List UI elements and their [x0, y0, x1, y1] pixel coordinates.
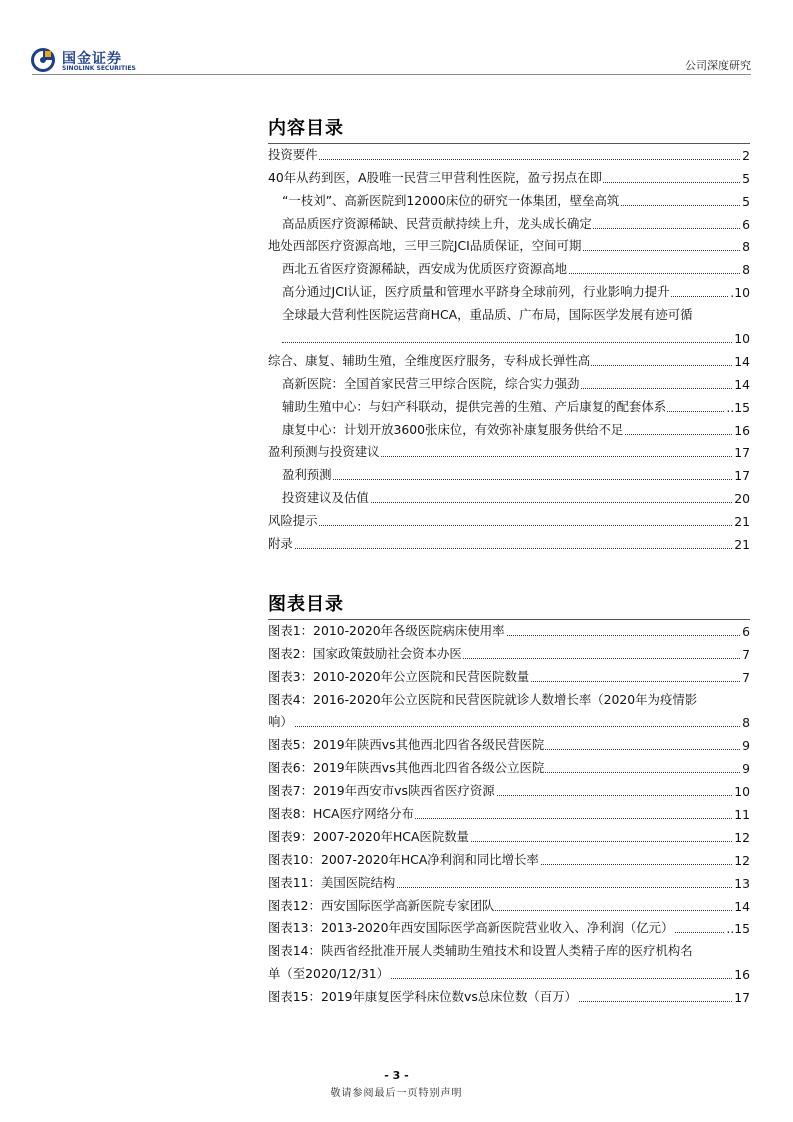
figure-entry[interactable]: 图表1：2010-2020年各级医院病床使用率 6: [268, 622, 750, 639]
toc-entry[interactable]: 辅助生殖中心：与妇产科联动，提供完善的生殖、产后康复的配套体系 ..15: [282, 398, 750, 415]
toc-entry[interactable]: 综合、康复、辅助生殖，全维度医疗服务，专科成长弹性高 14: [268, 352, 750, 369]
figure-entry-continuation[interactable]: 单（至2020/12/31） 16: [268, 966, 750, 983]
footer-disclaimer: 敬请参阅最后一页特别声明: [330, 1088, 463, 1099]
toc-entry[interactable]: 40年从药到医，A股唯一民营三甲营利性医院，盈亏拐点在即 5: [268, 169, 750, 186]
header-divider: [32, 74, 751, 75]
figure-entry[interactable]: 图表9：2007-2020年HCA医院数量 12: [268, 828, 750, 845]
toc-entry[interactable]: 投资要件 2: [268, 146, 750, 163]
figure-entry[interactable]: 图表3：2010-2020年公立医院和民营医院数量 7: [268, 668, 750, 685]
toc-entry[interactable]: 高分通过JCI认证，医疗质量和管理水平跻身全球前列，行业影响力提升 .10: [282, 284, 750, 301]
figure-entry[interactable]: 图表11：美国医院结构 13: [268, 874, 750, 891]
toc-entry[interactable]: 风险提示 21: [268, 513, 750, 530]
toc-entry[interactable]: “一枝刘”、高新医院到12000床位的研究一体集团，壁垒高筑 5: [282, 192, 750, 209]
figure-entry[interactable]: 图表12：西安国际医学高新医院专家团队 14: [268, 897, 750, 914]
figure-entry[interactable]: 图表13：2013-2020年西安国际医学高新医院营业收入、净利润（亿元） ..15: [268, 920, 750, 937]
figure-entry[interactable]: 图表6：2019年陕西vs其他西北四省各级公立医院 9: [268, 760, 750, 777]
figure-entry[interactable]: 图表5：2019年陕西vs其他西北四省各级民营医院 9: [268, 737, 750, 754]
toc-entry[interactable]: 地处西部医疗资源高地，三甲三院JCI品质保证，空间可期 8: [268, 238, 750, 255]
toc-entry[interactable]: 附录 21: [268, 536, 750, 553]
figure-entry-continuation[interactable]: 响） 8: [268, 714, 750, 731]
figure-entry[interactable]: 图表8：HCA医疗网络分布 11: [268, 806, 750, 823]
figure-entry[interactable]: 图表10：2007-2020年HCA净利润和同比增长率 12: [268, 851, 750, 868]
toc-entry[interactable]: 投资建议及估值 20: [282, 490, 750, 507]
contents-list: [268, 143, 750, 555]
toc-entry[interactable]: 盈利预测 17: [282, 467, 750, 484]
toc-entry[interactable]: 全球最大营利性医院运营商HCA，重品质、广布局，国际医学发展有迹可循: [282, 307, 693, 323]
page-number: - 3 -: [384, 1069, 409, 1082]
logo-chinese-name: 国金证券: [62, 51, 122, 67]
figure-entry[interactable]: 图表14：陕西省经批准开展人类辅助生殖技术和设置人类精子库的医疗机构名: [268, 943, 693, 959]
toc-entry[interactable]: 康复中心：计划开放3600张床位，有效弥补康复服务供给不足 16: [282, 421, 750, 438]
toc-entry[interactable]: 高新医院：全国首家民营三甲综合医院，综合实力强劲 14: [282, 375, 750, 392]
document-type: 公司深度研究: [685, 59, 751, 72]
figure-entry[interactable]: 图表7：2019年西安市vs陕西省医疗资源 10: [268, 783, 750, 800]
logo-english-name: SINOLINK SECURITIES: [62, 65, 136, 72]
toc-entry[interactable]: 西北五省医疗资源稀缺，西安成为优质医疗资源高地 8: [282, 261, 750, 278]
page-header: [0, 0, 793, 76]
toc-entry[interactable]: 高品质医疗资源稀缺、民营贡献持续上升，龙头成长确定 6: [282, 215, 750, 232]
toc-entry[interactable]: 盈利预测与投资建议 17: [268, 444, 750, 461]
sinolink-logo-icon: [30, 47, 56, 73]
figures-list: [268, 619, 750, 1008]
figure-entry[interactable]: 图表2：国家政策鼓励社会资本办医 7: [268, 645, 750, 662]
company-logo: [30, 47, 150, 73]
figure-entry[interactable]: 图表15：2019年康复医学科床位数vs总床位数（百万） 17: [268, 989, 750, 1006]
contents-title: 内容目录: [268, 118, 344, 139]
toc-entry-continuation[interactable]: 10: [268, 326, 750, 349]
figure-entry[interactable]: 图表4：2016-2020年公立医院和民营医院就诊人数增长率（2020年为疫情影: [268, 691, 698, 707]
figures-title: 图表目录: [268, 594, 344, 615]
